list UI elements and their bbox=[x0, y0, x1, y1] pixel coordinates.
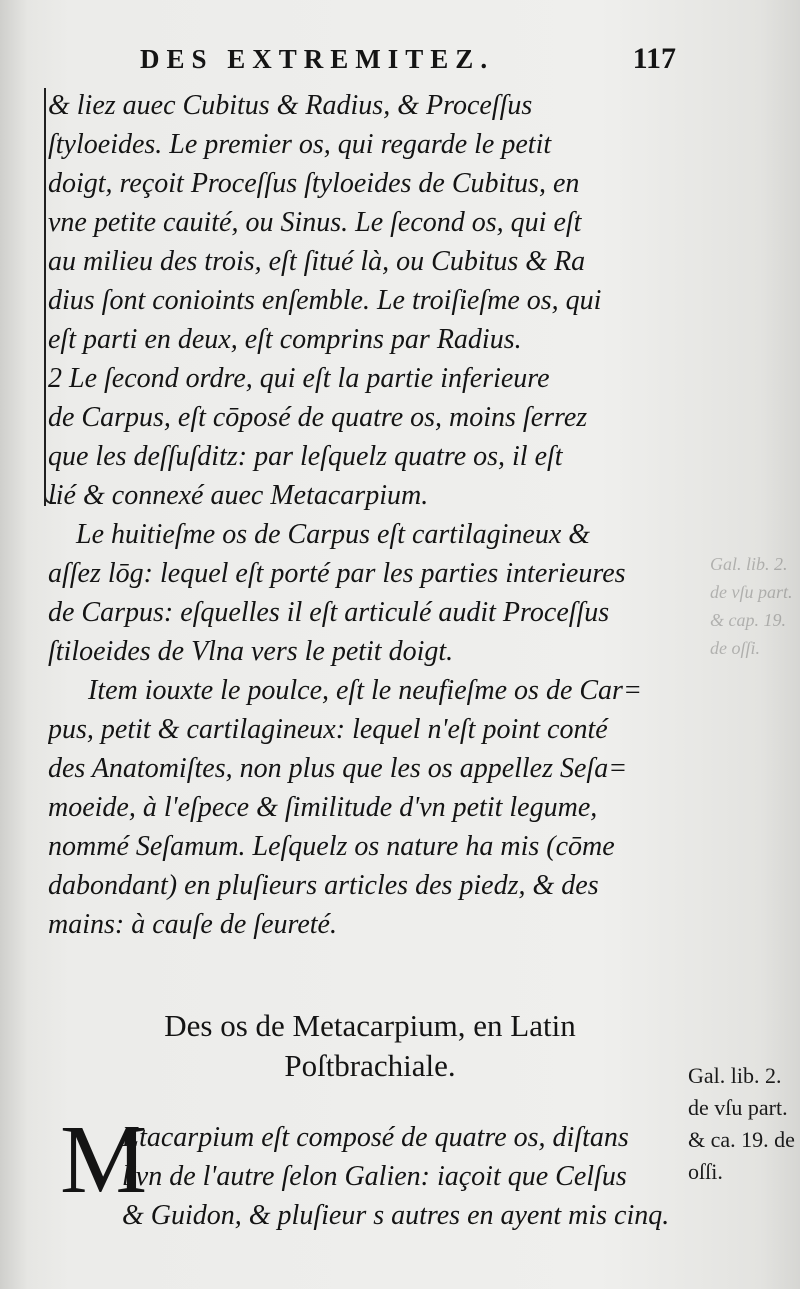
text-line: vne petite cauité, ou Sinus. Le ſecond os, qui eſt bbox=[48, 207, 582, 238]
page-header bbox=[120, 40, 680, 84]
text-line: lié & connexé auec Metacarpium. bbox=[48, 480, 429, 511]
text-line: aſſez lōg: lequel eſt porté par les parties interieures bbox=[48, 558, 626, 589]
text-line: ſtyloeides. Le premier os, qui regarde le petit bbox=[48, 129, 552, 160]
text-line: Le huitieſme os de Carpus eſt cartilagineux & bbox=[76, 519, 591, 550]
text-line: & Guidon, & pluſieur s autres en ayent mis cinq. bbox=[122, 1200, 670, 1231]
text-line: 2 Le ſecond ordre, qui eſt la partie inferieure bbox=[48, 363, 550, 394]
text-line: au milieu des trois, eſt ſitué là, ou Cubitus & Ra bbox=[48, 246, 586, 277]
text-line: de Carpus: eſquelles il eſt articulé audit Proceſſus bbox=[48, 597, 610, 628]
text-line: l'vn de l'autre ſelon Galien: iaçoit que Celſus bbox=[122, 1161, 627, 1192]
running-head: DES EXTREMITEZ. bbox=[140, 44, 495, 74]
bleed-through-text: Gal. lib. 2. de vſu part. & cap. 19. de oſſi. bbox=[710, 554, 793, 658]
opening-lines bbox=[122, 1118, 702, 1235]
text-line: doigt, reçoit Proceſſus ſtyloeides de Cubitus, en bbox=[48, 168, 580, 199]
text-line: eſt parti en deux, eſt comprins par Radius. bbox=[48, 324, 522, 355]
text-line: de Carpus, eſt cōposé de quatre os, moins ſerrez bbox=[48, 402, 588, 433]
text-line: que les deſſuſditz: par leſquelz quatre os, il eſt bbox=[48, 441, 563, 472]
marginal-note: Gal. lib. 2. de vſu part. & ca. 19. de oſſi. bbox=[688, 1063, 795, 1184]
text-line: ſtiloeides de Vlna vers le petit doigt. bbox=[48, 636, 454, 667]
text-line: dabondant) en pluſieurs articles des piedz, & des bbox=[48, 870, 599, 901]
text-line: mains: à cauſe de ſeureté. bbox=[48, 909, 337, 940]
text-line: nommé Seſamum. Leſquelz os nature ha mis (cōme bbox=[48, 831, 615, 862]
text-line: & liez auec Cubitus & Radius, & Proceſſus bbox=[48, 90, 533, 121]
main-text bbox=[48, 86, 688, 944]
text-line: pus, petit & cartilagineux: lequel n'eſt point conté bbox=[48, 714, 608, 745]
section-heading: Des os de Metacarpium, en Latin Poſtbrachiale. bbox=[164, 1008, 576, 1083]
text-line: Item iouxte le poulce, eſt le neufieſme os de Car= bbox=[88, 675, 642, 706]
page-number: 117 bbox=[632, 42, 676, 75]
drop-capital: M bbox=[60, 1106, 148, 1214]
text-line: des Anatomiſtes, non plus que les os appellez Seſa= bbox=[48, 753, 628, 784]
text-line: Etacarpium eſt composé de quatre os, diſtans bbox=[122, 1122, 629, 1153]
text-line: moeide, à l'eſpece & ſimilitude d'vn petit legume, bbox=[48, 792, 598, 823]
text-line: dius ſont conioints enſemble. Le troiſieſme os, qui bbox=[48, 285, 602, 316]
